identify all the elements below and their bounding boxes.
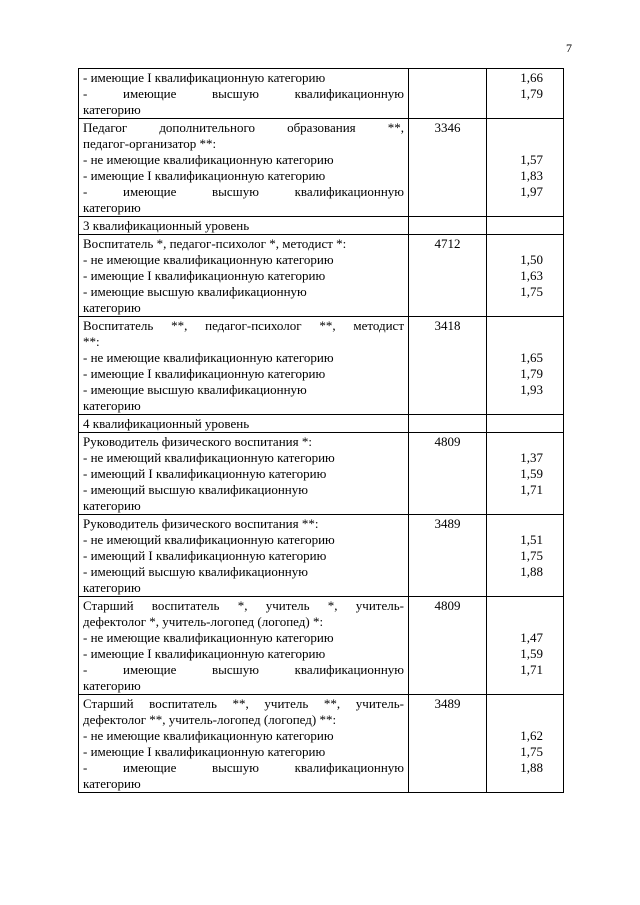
coefficient-cell — [487, 217, 564, 235]
coefficient-value — [491, 696, 559, 712]
coefficient-value — [491, 398, 559, 414]
position-cell — [79, 235, 409, 317]
table-row — [79, 695, 564, 793]
position-line: Педагог дополнительного образования **, — [83, 120, 404, 135]
table-row — [79, 235, 564, 317]
position-line: категорию — [83, 102, 141, 117]
position-line: - имеющие высшую квалификационную — [83, 760, 404, 775]
coefficient-cell — [487, 695, 564, 793]
coefficient-value: 1,59 — [520, 466, 543, 481]
base-salary-value: 3346 — [434, 120, 461, 135]
base-salary-value: 4809 — [434, 598, 461, 613]
coefficient-value: 1,62 — [520, 728, 543, 743]
position-line: - не имеющие квалификационную категорию — [83, 350, 334, 365]
position-line: - имеющие высшую квалификационную — [83, 86, 404, 101]
coefficient-value: 1,63 — [520, 268, 543, 283]
position-line: - не имеющие квалификационную категорию — [83, 252, 334, 267]
coefficient-value — [491, 136, 559, 152]
position-line: - не имеющие квалификационную категорию — [83, 728, 334, 743]
position-cell — [79, 515, 409, 597]
coefficient-value — [491, 614, 559, 630]
table-row — [79, 217, 564, 235]
coefficient-value: 1,50 — [520, 252, 543, 267]
base-salary-cell — [409, 317, 487, 415]
position-line: категорию — [83, 678, 141, 693]
position-line: **: — [83, 334, 100, 349]
coefficient-value — [491, 598, 559, 614]
coefficient-value: 1,71 — [520, 662, 543, 677]
position-line: категорию — [83, 300, 141, 315]
coefficient-value: 1,71 — [520, 482, 543, 497]
position-line: - имеющий I квалификационную категорию — [83, 466, 327, 481]
coefficient-value: 1,59 — [520, 646, 543, 661]
page-number: 7 — [566, 41, 572, 55]
base-salary-value: 3418 — [434, 318, 461, 333]
coefficient-value — [491, 102, 559, 118]
coefficient-value — [491, 200, 559, 216]
base-salary-value: 4809 — [434, 434, 461, 449]
base-salary-cell — [409, 217, 487, 235]
position-cell — [79, 69, 409, 119]
position-line: - имеющие I квалификационную категорию — [83, 646, 326, 661]
position-line: - не имеющий квалификационную категорию — [83, 450, 335, 465]
table-row — [79, 69, 564, 119]
coefficient-value — [491, 516, 559, 532]
coefficient-value — [491, 300, 559, 316]
base-salary-cell — [409, 433, 487, 515]
coefficient-value: 1,79 — [520, 366, 543, 381]
position-line: - не имеющие квалификационную категорию — [83, 152, 334, 167]
coefficient-value — [491, 318, 559, 334]
position-line: - имеющие I квалификационную категорию — [83, 168, 326, 183]
table-row — [79, 433, 564, 515]
coefficient-value: 1,75 — [520, 744, 543, 759]
qualification-level-heading: 3 квалификационный уровень — [83, 218, 250, 233]
base-salary-cell — [409, 69, 487, 119]
position-line: категорию — [83, 580, 141, 595]
coefficient-value: 1,93 — [520, 382, 543, 397]
coefficient-cell — [487, 69, 564, 119]
position-cell — [79, 217, 409, 235]
coefficient-value: 1,66 — [520, 70, 543, 85]
position-line: Старший воспитатель **, учитель **, учитель- — [83, 696, 404, 711]
position-cell — [79, 695, 409, 793]
position-cell — [79, 597, 409, 695]
position-cell — [79, 415, 409, 433]
coefficient-cell — [487, 515, 564, 597]
coefficient-cell — [487, 317, 564, 415]
table-row — [79, 119, 564, 217]
position-line: дефектолог *, учитель-логопед (логопед) *: — [83, 614, 324, 629]
position-line: категорию — [83, 200, 141, 215]
position-line: - имеющие I квалификационную категорию — [83, 366, 326, 381]
coefficient-value — [491, 334, 559, 350]
position-line: - имеющие высшую квалификационную — [83, 284, 307, 299]
coefficient-value: 1,79 — [520, 86, 543, 101]
coefficient-value: 1,65 — [520, 350, 543, 365]
coefficient-cell — [487, 597, 564, 695]
coefficient-value: 1,83 — [520, 168, 543, 183]
base-salary-cell — [409, 119, 487, 217]
position-line: Руководитель физического воспитания **: — [83, 516, 319, 531]
coefficient-value — [491, 580, 559, 596]
table-row — [79, 515, 564, 597]
position-line: - имеющие высшую квалификационную — [83, 184, 404, 199]
coefficient-value: 1,51 — [520, 532, 543, 547]
base-salary-cell — [409, 515, 487, 597]
base-salary-value: 3489 — [434, 696, 461, 711]
position-line: Воспитатель *, педагог-психолог *, методист *: — [83, 236, 347, 251]
coefficient-value: 1,75 — [520, 284, 543, 299]
position-line: - имеющий I квалификационную категорию — [83, 548, 327, 563]
coefficient-value — [491, 434, 559, 450]
base-salary-cell — [409, 235, 487, 317]
salary-table — [78, 68, 564, 793]
base-salary-cell — [409, 695, 487, 793]
coefficient-value — [491, 712, 559, 728]
coefficient-value: 1,37 — [520, 450, 543, 465]
position-cell — [79, 317, 409, 415]
position-line: - не имеющий квалификационную категорию — [83, 532, 335, 547]
coefficient-value: 1,97 — [520, 184, 543, 199]
position-line: Воспитатель **, педагог-психолог **, методист — [83, 318, 404, 333]
coefficient-cell — [487, 415, 564, 433]
position-line: педагог-организатор **: — [83, 136, 217, 151]
coefficient-value: 1,75 — [520, 548, 543, 563]
position-line: дефектолог **, учитель-логопед (логопед) **: — [83, 712, 337, 727]
coefficient-cell — [487, 433, 564, 515]
coefficient-value — [491, 236, 559, 252]
base-salary-value: 4712 — [434, 236, 461, 251]
base-salary-cell — [409, 597, 487, 695]
position-line: категорию — [83, 776, 141, 791]
table-row — [79, 415, 564, 433]
base-salary-cell — [409, 415, 487, 433]
position-line: - имеющий высшую квалификационную — [83, 482, 308, 497]
position-line: - имеющие высшую квалификационную — [83, 382, 307, 397]
coefficient-value: 1,88 — [520, 564, 543, 579]
qualification-level-heading: 4 квалификационный уровень — [83, 416, 250, 431]
position-line: Руководитель физического воспитания *: — [83, 434, 312, 449]
base-salary-value: 3489 — [434, 516, 461, 531]
position-line: категорию — [83, 498, 141, 513]
coefficient-value — [491, 120, 559, 136]
coefficient-value: 1,57 — [520, 152, 543, 167]
position-line: категорию — [83, 398, 141, 413]
position-line: - имеющие I квалификационную категорию — [83, 268, 326, 283]
position-cell — [79, 119, 409, 217]
coefficient-value: 1,47 — [520, 630, 543, 645]
salary-table-body — [79, 69, 564, 793]
position-line: - имеющие I квалификационную категорию — [83, 744, 326, 759]
table-row — [79, 597, 564, 695]
position-line: - имеющий высшую квалификационную — [83, 564, 308, 579]
coefficient-value — [491, 498, 559, 514]
position-cell — [79, 433, 409, 515]
position-line: Старший воспитатель *, учитель *, учитель- — [83, 598, 404, 613]
position-line: - имеющие I квалификационную категорию — [83, 70, 326, 85]
position-line: - имеющие высшую квалификационную — [83, 662, 404, 677]
coefficient-value — [491, 678, 559, 694]
position-line: - не имеющие квалификационную категорию — [83, 630, 334, 645]
coefficient-value — [491, 776, 559, 792]
coefficient-value: 1,88 — [520, 760, 543, 775]
coefficient-cell — [487, 119, 564, 217]
table-row — [79, 317, 564, 415]
coefficient-cell — [487, 235, 564, 317]
